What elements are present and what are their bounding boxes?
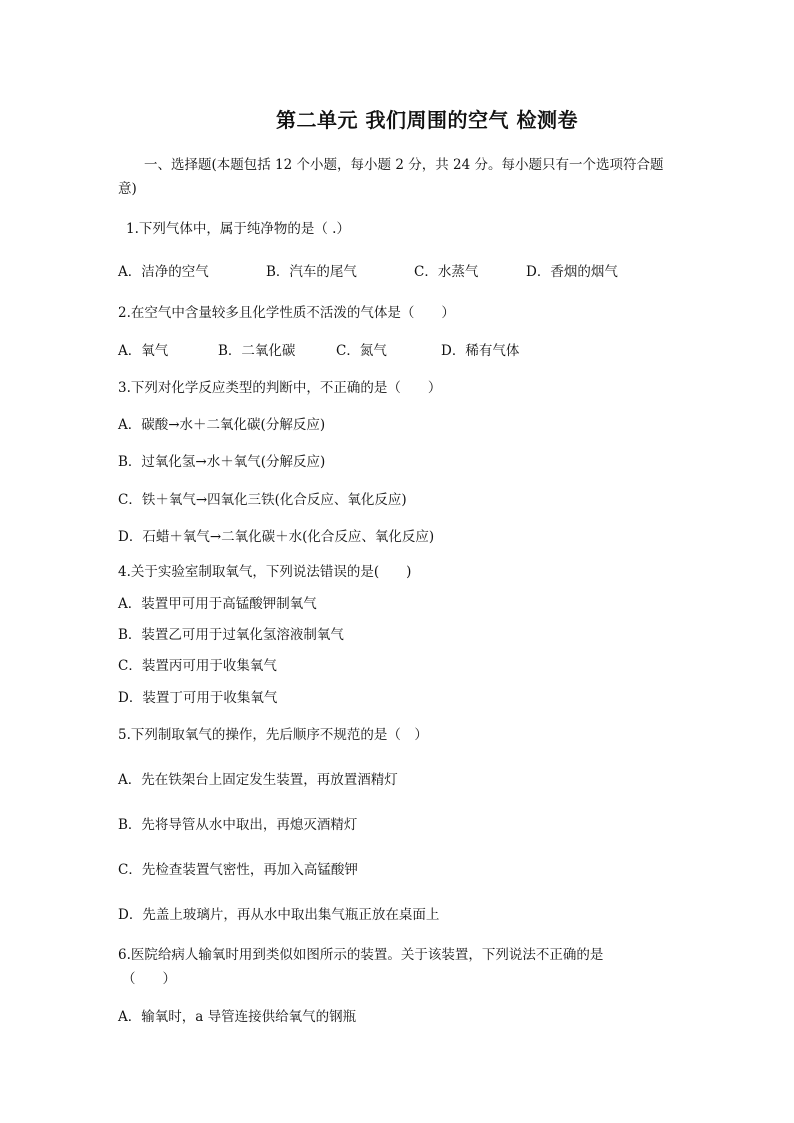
option-a: A．先在铁架台上固定发生装置，再放置酒精灯 [118,772,398,788]
option-c: C．铁＋氧气→四氧化三铁(化合反应、氧化反应) [118,492,407,508]
option-b: B．过氧化氢→水＋氧气(分解反应) [118,454,326,470]
option-a: A．氧气 [118,343,169,359]
option-b: B．汽车的尾气 [266,264,357,280]
option-c: C．水蒸气 [414,264,479,280]
option-b: B．装置乙可用于过氧化氢溶液制氧气 [118,627,344,643]
option-a: A．输氧时，a 导管连接供给氧气的钢瓶 [118,1009,357,1025]
option-c: C．氮气 [336,343,387,359]
question-2-stem: 2.在空气中含量较多且化学性质不活泼的气体是（ ） [118,305,455,321]
question-2-options [118,341,519,361]
option-d: D．装置丁可用于收集氧气 [118,690,278,706]
question-1-stem: 1.下列气体中，属于纯净物的是（ .） [126,221,350,237]
question-4-stem: 4.关于实验室制取氧气，下列说法错误的是( ) [118,564,412,580]
option-c: C．装置丙可用于收集氧气 [118,658,277,674]
option-d: D．先盖上玻璃片，再从水中取出集气瓶正放在桌面上 [118,907,440,923]
question-3-stem: 3.下列对化学反应类型的判断中，不正确的是（ ） [118,380,442,396]
option-d: D．石蜡＋氧气→二氧化碳＋水(化合反应、氧化反应) [118,529,435,545]
section-heading: 一、选择题(本题包括 12 个小题，每小题 2 分，共 24 分。每小题只有一个选项符合题意) [118,157,664,197]
option-a: A．装置甲可用于高锰酸钾制氧气 [118,596,317,612]
question-6-stem: 6.医院给病人输氧时用到类似如图所示的装置。关于该装置，下列说法不正确的是 [118,947,604,963]
page-title: 第二单元 我们周围的空气 检测卷 [276,108,578,132]
question-6-stem-continued: （ ） [122,971,176,987]
option-a: A．洁净的空气 [118,264,209,280]
option-a: A．碳酸→水＋二氧化碳(分解反应) [118,417,326,433]
option-b: B．二氧化碳 [218,343,296,359]
option-d: D．香烟的烟气 [526,264,618,280]
option-c: C．先检查装置气密性，再加入高锰酸钾 [118,862,358,878]
question-5-stem: 5.下列制取氧气的操作，先后顺序不规范的是（ ） [118,727,428,743]
option-b: B．先将导管从水中取出，再熄灭酒精灯 [118,817,358,833]
question-1-options [118,262,618,282]
option-d: D．稀有气体 [441,343,520,359]
